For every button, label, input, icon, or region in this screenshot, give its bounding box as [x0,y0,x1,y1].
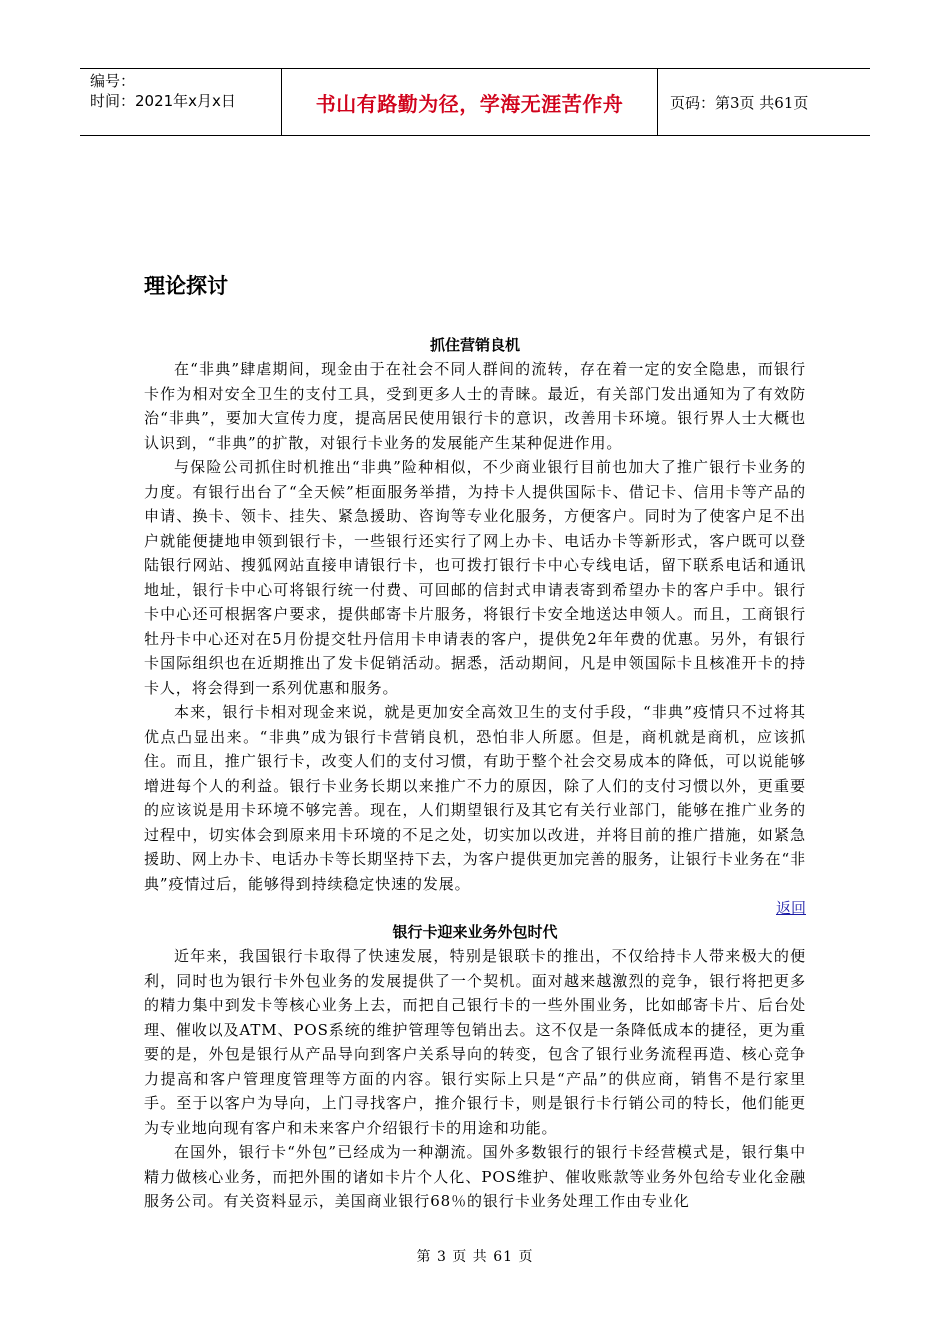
article-title: 银行卡迎来业务外包时代 [392,923,558,941]
page-footer: 第 3 页 共 61 页 [416,1249,534,1265]
article-title: 抓住营销良机 [429,336,520,354]
article-paragraph: 与保险公司抓住时机推出“非典”险种相似，不少商业银行目前也加大了推广银行卡业务的力度。有银行出台了“全天候”柜面服务举措，为持卡人提供国际卡、借记卡、信用卡等产品的申请、换卡、领卡、挂失、紧急援助、咨询等专业化服务，方便客户。同时为了使客户足不出户就能便捷地申领到银行卡，一些银行还实行了网上办卡、电话办卡等新形式，客户既可以登陆银行网站、搜狐网站直接申请银行卡，也可拨打银行卡中心专线电话，留下联系电话和通讯地址，银行卡中心可将银行统一付费、可回邮的信封式申请表寄到希望办卡的客户手中。银行卡中心还可根据客户要求，提供邮寄卡片服务，将银行卡安全地送达申领人。而且，工商银行牡丹卡中心还对在5月份提交牡丹信用卡申请表的客户，提供免2年年费的优惠。另外，有银行卡国际组织也在近期推出了发卡促销活动。据悉，活动期间，凡是申领国际卡且核准开卡的持卡人，将会得到一系列优惠和服务。 [144,458,806,697]
header-date: 时间：2021年x月x日 [90,92,236,110]
document-body [144,333,806,1214]
header-page-info: 页码：第3页 共61页 [670,93,809,112]
section-title: 理论探讨 [144,274,228,298]
back-link[interactable]: 返回 [775,899,806,917]
back-link-row [144,896,806,920]
article-paragraph: 本来，银行卡相对现金来说，就是更加安全高效卫生的支付手段，“非典”疫情只不过将其优点凸显出来。“非典”成为银行卡营销良机，恐怕非人所愿。但是，商机就是商机，应该抓住。而且，推广银行卡，改变人们的支付习惯，有助于整个社会交易成本的降低，可以说能够增进每个人的利益。银行卡业务长期以来推广不力的原因，除了人们的支付习惯以外，更重要的应该说是用卡环境不够完善。现在，人们期望银行及其它有关行业部门，能够在推广业务的过程中，切实体会到原来用卡环境的不足之处，切实加以改进，并将目前的推广措施，如紧急援助、网上办卡、电话办卡等长期坚持下去，为客户提供更加完善的服务，让银行卡业务在“非典”疫情过后，能够得到持续稳定快速的发展。 [144,703,806,893]
article-paragraph: 在“非典”肆虐期间，现金由于在社会不同人群间的流转，存在着一定的安全隐患，而银行卡作为相对安全卫生的支付工具，受到更多人士的青睐。最近，有关部门发出通知为了有效防治“非典”，要加大宣传力度，提高居民使用银行卡的意识，改善用卡环境。银行界人士大概也认识到，“非典”的扩散，对银行卡业务的发展能产生某种促进作用。 [144,360,806,452]
header-motto: 书山有路勤为径，学海无涯苦作舟 [282,69,658,135]
header-meta [80,69,282,135]
article-paragraph: 近年来，我国银行卡取得了快速发展，特别是银联卡的推出，不仅给持卡人带来极大的便利，同时也为银行卡外包业务的发展提供了一个契机。面对越来越激烈的竞争，银行将把更多的精力集中到发卡等核心业务上去，而把自己银行卡的一些外围业务，比如邮寄卡片、后台处理、催收以及ATM、POS系统的维护管理等包销出去。这不仅是一条降低成本的捷径，更为重要的是，外包是银行从产品导向到客户关系导向的转变，包含了银行业务流程再造、核心竞争力提高和客户管理度管理等方面的内容。银行实际上只是“产品”的供应商，销售不是行家里手。至于以客户为导向，上门寻找客户，推介银行卡，则是银行卡行销公司的特长，他们能更为专业地向现有客户和未来客户介绍银行卡的用途和功能。 [144,947,806,1137]
document-header [80,68,870,136]
header-number-label: 编号： [90,72,136,90]
article-paragraph: 在国外，银行卡“外包”已经成为一种潮流。国外多数银行的银行卡经营模式是，银行集中精力做核心业务，而把外围的诸如卡片个人化、POS维护、催收账款等业务外包给专业化金融服务公司。有关资料显示，美国商业银行68％的银行卡业务处理工作由专业化 [144,1143,806,1210]
